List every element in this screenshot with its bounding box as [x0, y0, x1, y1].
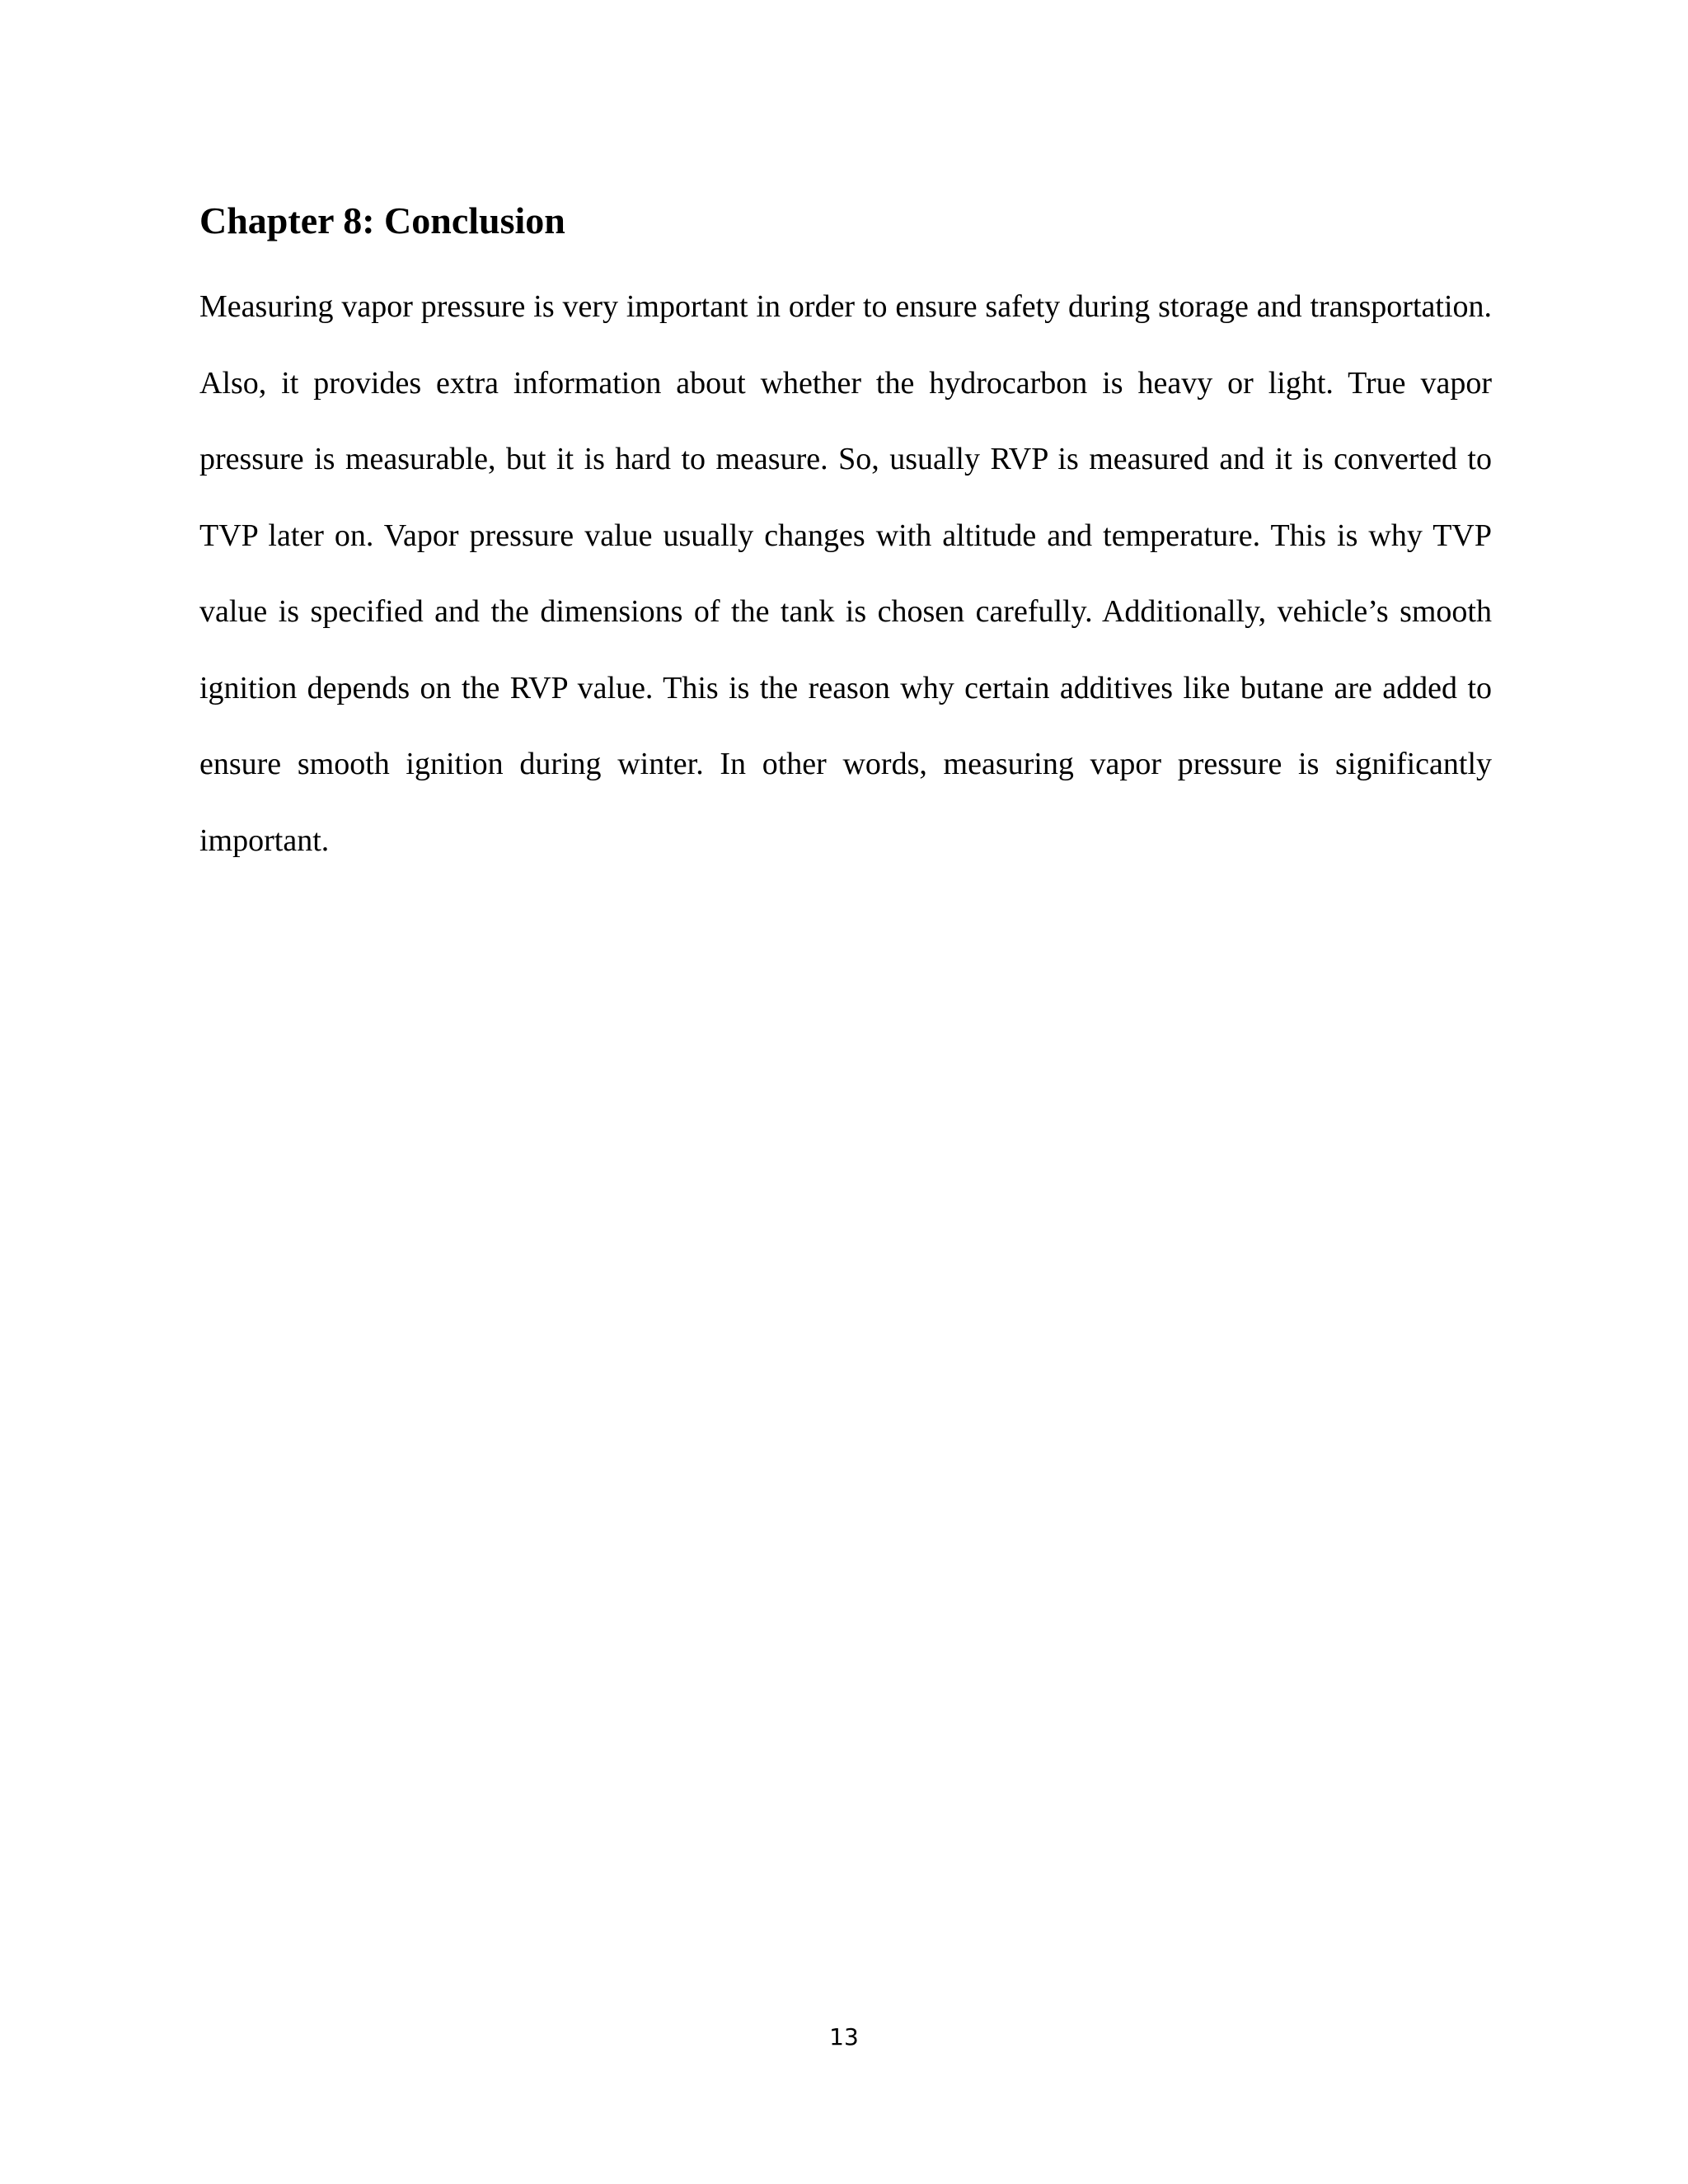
page-number: 13 [829, 2023, 859, 2050]
page-content [199, 196, 1492, 879]
conclusion-paragraph: Measuring vapor pressure is very important in order to ensure safety during storage and transportation. Also, it provides extra information about whether the hydrocarbon is heavy or light. True vapor pressure is measurable, but it is hard to measure. So, usually RVP is measured and it is converted to TVP later on. Vapor pressure value usually changes with altitude and temperature. This is why TVP value is specified and the dimensions of the tank is chosen carefully. Additionally, vehicle’s smooth ignition depends on the RVP value. This is the reason why certain additives like butane are added to ensure smooth ignition during winter. In other words, measuring vapor pressure is significantly important. [199, 289, 1492, 858]
chapter-title: Chapter 8: Conclusion [199, 199, 565, 241]
